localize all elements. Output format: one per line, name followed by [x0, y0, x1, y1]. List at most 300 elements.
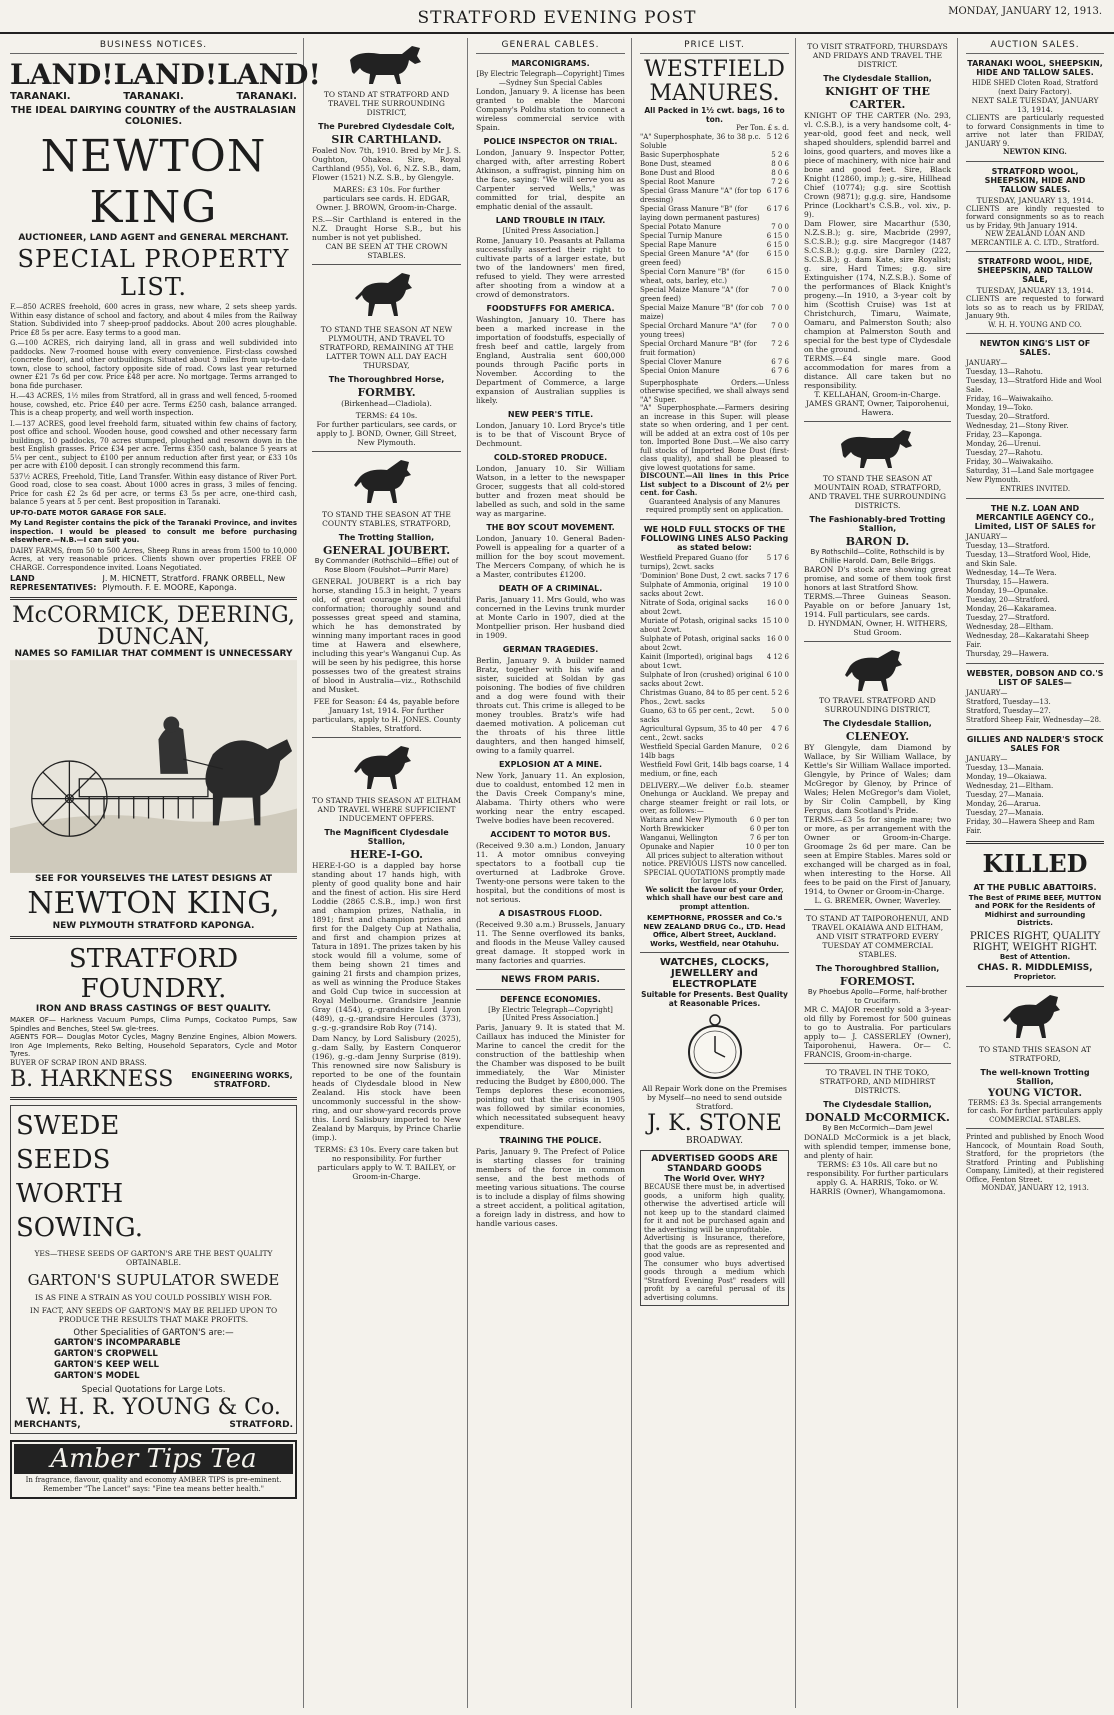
schedule-entry: Tuesday, 13—Manaia. — [966, 763, 1044, 772]
news-heading: EXPLOSION AT A MINE. — [498, 759, 603, 769]
news-heading: GERMAN TRAGEDIES. — [502, 644, 599, 654]
section-header: AUCTION SALES. — [966, 40, 1104, 54]
news-heading: DEATH OF A CRIMINAL. — [498, 583, 603, 593]
price-item: Waitara and New Plymouth — [640, 815, 738, 824]
swede-word: SWEDE — [16, 1111, 120, 1141]
middlemiss: CHAS. R. MIDDLEMISS, — [977, 963, 1093, 973]
best-beef: The Best of PRIME BEEF, MUTTON and PORK for the Residents of Midhirst and surrounding Districts. — [968, 893, 1102, 927]
price-item: Special Grass Manure "B" (for laying down permanent pastures) — [640, 204, 760, 222]
young-co: W. H. R. YOUNG & Co. — [26, 1395, 281, 1420]
agents-for: AGENTS FOR— Douglas Motor Cycles, Magny Benzine Engines, Albion Mowers. Iron Age Implements, Reko Belting, Household Separators, Cycle and Motor Tyres. — [10, 1033, 297, 1058]
price-item: North Brewkicker — [640, 824, 704, 833]
sale-schedule — [966, 359, 1104, 485]
stone-name: J. K. STONE — [647, 1111, 782, 1136]
news-heading: A DISASTROUS FLOOD. — [498, 908, 603, 918]
watches-heading: WATCHES, CLOCKS, JEWELLERY and ELECTROPLATE — [659, 957, 770, 990]
schedule-entry: Friday, 30—Hawera Sheep and Ram Fair. — [966, 817, 1095, 835]
horse-icon — [1000, 991, 1070, 1041]
schedule-entry: Tuesday, 20—Stratford. — [966, 413, 1050, 421]
news-body: London, January 10. Lord Bryce's title is to be that of Viscount Bryce of Dechmount. — [476, 420, 625, 448]
sale-list-heading: THE N.Z. LOAN AND MERCANTILE AGENCY CO., Limited, LIST OF SALES for — [974, 503, 1096, 531]
price-item: Westfield Special Garden Manure, 14lb bags — [640, 742, 762, 760]
quotations: Special Quotations for Large Lots. — [81, 1385, 226, 1395]
price-item: Basic Superphosphate — [640, 150, 720, 159]
price-row — [640, 743, 789, 761]
price-row — [640, 187, 789, 205]
stand-location: TO STAND AT TAIPOROHENUI, AND TRAVEL OKAIAWA AND ELTHAM, AND VISIT STRATFORD EVERY TUESDAY AT COMMERCIAL STABLES. — [806, 914, 949, 959]
price-item: Bone Dust and Blood — [640, 168, 715, 177]
imprint-date: MONDAY, JANUARY 12, 1913. — [981, 1184, 1089, 1192]
price-value: 6 15 0 — [766, 240, 789, 249]
horse-icon — [838, 646, 918, 692]
price-value: 1 4 — [777, 760, 789, 769]
mccormick-title: McCORMICK, DEERING, DUNCAN, — [12, 603, 295, 650]
price-value: 6 15 0 — [766, 267, 789, 276]
stallion-fee: FEE for Season: £4 4s, payable before January 1st, 1914. For further particulars, apply to H. JONES. County Stables, Stratford. — [312, 697, 461, 733]
stallion-terms: TERMS: £4 10s. — [355, 411, 418, 420]
stallion-type: The Purebred Clydesdale Colt, — [318, 122, 455, 131]
news-body: Washington, January 10. There has been a marked increase in the importation of foodstuffs, especially of fresh beef and cattle, largely from England, Australia sent 600,000 pounds through Pacific ports in November. According to the Department of Commerce, a large expansion of Australian supplies is likely. — [476, 314, 625, 405]
price-value: 7 17 6 — [766, 571, 789, 580]
price-value: 6 15 0 — [766, 249, 789, 258]
schedule-entry: Thursday, 29—Hawera. — [966, 649, 1049, 658]
amber-tips-text: In fragrance, flavour, quality and economy AMBER TIPS is pre-eminent. Remember "The Lancet" says: "Fine tea means better health." — [25, 1476, 282, 1493]
stock-price-list — [640, 554, 789, 779]
sowing-word: SOWING. — [16, 1213, 143, 1243]
news-heading: FOODSTUFFS FOR AMERICA. — [486, 303, 615, 313]
stallion-type: The well-known Trotting Stallion, — [980, 1067, 1090, 1086]
schedule-entry: Monday, 19—Okaiawa. — [966, 772, 1047, 781]
adv-text-3: The consumer who buys advertised goods through a medium which "Stratford Evening Post" readers will profit by a careful perusal of its advertising columns. — [644, 1259, 785, 1302]
stallion-type: The Thoroughbred Stallion, — [815, 964, 940, 973]
horse-icon — [342, 42, 432, 86]
per-ton-header: Per Ton. £ s. d. — [736, 124, 789, 132]
stand-location: TO STAND THIS SEASON AT ELTHAM AND TRAVEL WHERE SUFFICIENT INDUCEMENT OFFERS. — [312, 796, 461, 823]
price-value: 7 0 0 — [771, 222, 789, 231]
news-body: Paris, January 9. The Prefect of Police is starting classes for training members of the force in common sense, and the best methods of meeting various situations. The course is to include a display of films showing a street accident, a political agitation, a foreign lady in distress, and how to handle various cases. — [476, 1146, 625, 1228]
price-row — [640, 367, 789, 376]
schedule-entry: Monday, 26—Kakaramea. — [966, 604, 1057, 613]
merchants: MERCHANTS, — [14, 1420, 81, 1430]
schedule-entry: Tuesday, 13—Stratford Hide and Wool Sale. — [966, 377, 1102, 394]
stocks-heading: WE HOLD FULL STOCKS OF THE FOLLOWING LINES ALSO Packing as stated below: — [640, 524, 789, 552]
stallion-contact: L. G. BREMER, Owner, Waverley. — [814, 896, 941, 905]
price-value: 16 0 0 — [766, 598, 789, 607]
price-row — [640, 322, 789, 340]
price-row — [640, 286, 789, 304]
stand-location: TO STAND THE SEASON AT MOUNTAIN ROAD, STRATFORD, AND TRAVEL THE SURROUNDING DISTRICTS. — [808, 474, 947, 510]
advertised-goods-box — [640, 1150, 789, 1306]
schedule-entry: Friday, 23—Kaponga. — [966, 431, 1042, 439]
column-general-cables — [470, 38, 632, 1708]
sale-note: CLIENTS are requested to forward lots so as to reach us by FRIDAY, January 9th. — [966, 295, 1104, 320]
buyer-scrap: BUYER OF SCRAP IRON AND BRASS. — [10, 1058, 147, 1067]
stallion-description: GENERAL JOUBERT is a rich bay horse, standing 15.3 in height, 7 years old, of great courage and beautiful conformation; thoroughly sound and possesses great speed and stamina, which he has demonstrated by winning many important races in good time at Hawera and elsewhere, including this year's Wanganui Cup. As will be seen by his pedigree, this horse possesses two of the greatest strains of blood in Australia—viz., Rothschild and Musket. — [312, 577, 461, 694]
price-item: Wanganui, Wellington — [640, 833, 718, 842]
reps-label: LAND REPRESENTATIVES: — [10, 574, 97, 592]
price-row — [640, 304, 789, 322]
price-value: 16 0 0 — [766, 634, 789, 643]
dairy-farms: DAIRY FARMS, from 50 to 500 Acres, Sheep Runs in areas from 1500 to 10,000 Acres, at very reasonable prices. Clients shown over properties FREE OF CHARGE. Correspondence invited. Loans Negotiated. — [10, 546, 297, 572]
land-word: LAND! — [10, 58, 114, 91]
news-source: [By Electric Telegraph—Copyright] [United Press Association.] — [488, 1005, 613, 1022]
listing: H.—43 ACRES, 1½ miles from Stratford, all in grass and well fenced, 5-roomed house, cowshed, etc. Price £40 per acre. Terms £250 cash, balance arranged. This is a cheap property, and well worth inspection. — [10, 392, 297, 417]
column-business-notices — [4, 38, 321, 1708]
maker-of: MAKER OF— Harkness Vacuum Pumps, Clima Pumps, Cockatoo Pumps, Saw Spindles and Benches, Steel Sw. gle-trees. — [10, 1016, 297, 1033]
harkness-line — [10, 1067, 297, 1092]
stallion-type: The Thoroughbred Horse, — [328, 375, 445, 384]
sale-agent: NEWTON KING. — [1003, 147, 1067, 156]
price-row — [640, 178, 789, 187]
property-listings — [10, 303, 297, 572]
auctioneer-line: AUCTIONEER, LAND AGENT and GENERAL MERCHANT. — [18, 233, 289, 243]
register-note: My Land Register contains the pick of the Taranaki Province, and invites inspection. I would be pleased to consult me before purchasing elsewhere.—N.B.—I can suit you. — [10, 519, 297, 544]
schedule-entry: Tuesday, 27—Stratford. — [966, 613, 1050, 622]
land-banner — [10, 58, 321, 91]
sale-date: TUESDAY, JANUARY 13, 1914. — [976, 195, 1094, 205]
alter-note: All prices subject to alteration without notice. PREVIOUS LISTS now cancelled. SPECIAL QUOTATIONS promptly made for large lots. — [642, 851, 787, 885]
stallion-breeding: By Rothschild—Colite, Rothschild is by Chillie Harold. Dam, Belle Briggs. — [810, 548, 945, 565]
stallion-breeding: By Commander (Rothschild—Effie) out of Rose Bloom (Foulshot—Purrir Mare) — [314, 557, 459, 574]
sale-heading: STRATFORD WOOL, SHEEPSKIN, HIDE AND TALLOW SALES. — [984, 166, 1086, 194]
worth-word: WORTH — [16, 1179, 124, 1209]
stand-location: TO STAND THIS SEASON AT STRATFORD, — [979, 1044, 1091, 1063]
garton-supulator: GARTON'S SUPULATOR SWEDE — [27, 1271, 280, 1289]
best-attention: Best of Attention. — [999, 952, 1071, 961]
schedule-entry: Stratford Sheep Fair, Wednesday—28. — [966, 715, 1102, 724]
price-row — [640, 825, 789, 834]
paper-title: STRATFORD EVENING POST — [417, 8, 697, 28]
section-header: PRICE LIST. — [640, 40, 789, 54]
broadway: BROADWAY. — [685, 1136, 744, 1146]
sale-schedule — [966, 689, 1104, 725]
price-row — [640, 160, 789, 169]
stallion-name: GENERAL JOUBERT. — [322, 544, 451, 557]
discount-note: DISCOUNT.—All lines in this Price List subject to a Discount of 2½ per cent. for Cash. — [640, 471, 789, 497]
speciality: GARTON'S MODEL — [54, 1371, 140, 1381]
price-row — [640, 635, 789, 653]
stallion-name: HERE-I-GO. — [350, 848, 423, 861]
price-row — [640, 241, 789, 250]
price-value: 5 0 0 — [771, 706, 789, 715]
prices-right: PRICES RIGHT, QUALITY RIGHT, WEIGHT RIGHT. — [969, 930, 1101, 953]
price-value: 7 6 per ton — [749, 833, 789, 842]
kempthorne: KEMPTHORNE, PROSSER and Co.'s NEW ZEALAND DRUG Co., LTD. Head Office, Albert Street, Auckland. Works, Westfield, near Otahuhu. — [643, 914, 786, 948]
schedule-entry: Wednesday, 28—Eltham. — [966, 622, 1054, 631]
schedule-entry: Tuesday, 20—Stratford. — [966, 595, 1050, 604]
price-row — [640, 689, 789, 707]
price-row — [640, 268, 789, 286]
abattoirs: AT THE PUBLIC ABATTOIRS. — [973, 882, 1097, 892]
price-value: 15 10 0 — [762, 616, 789, 625]
schedule-entry: JANUARY— — [966, 359, 1008, 367]
news-body: London, January 9. Inspector Potter, charged with, after arresting Robert Atkinson, a suffragist, pinning him on the face, saying: "We will serve you as Carpenter served Wells," was committed for trial, despite an emphatic denial of the assault. — [476, 148, 625, 211]
price-row — [640, 653, 789, 671]
stallion-name: SIR CARTHLAND. — [331, 133, 442, 146]
news-body: Berlin, January 9. A builder named Bratz, together with his wife and sister, suicided at Soldan by gas poisoning. The bodies of five children and a dog were found with their throats cut. This crime is alleged to be money troubles. Bratz's wife had daemed motivation. A policeman cut the throats of his three little daughters, and then hanged himself, owing to a family quarrel. — [476, 655, 625, 755]
price-row — [640, 671, 789, 689]
sale-note: CLIENTS are particularly requested to forward Consignments in time to arrive not later than FRIDAY, JANUARY 9. — [966, 114, 1104, 148]
news-source: [United Press Association.] — [502, 227, 599, 235]
news-body: (Received 9.30 a.m.) Brussels, January 11. The Senne overflowed its banks, and floods in the Meuse Valley caused great damage. It stopped work in many factories and quarries. — [476, 919, 625, 965]
news-heading: MARCONIGRAMS. — [511, 59, 590, 68]
sale-date: TUESDAY, JANUARY 13, 1914. — [976, 286, 1094, 295]
killed-title: KILLED — [982, 848, 1088, 878]
stallion-terms: TERMS: £3 3s. Special arrangements for cash. For further particulars apply COMMERCIAL STABLES. — [967, 1098, 1103, 1124]
news-heading: POLICE INSPECTOR ON TRIAL. — [483, 137, 618, 146]
stallion-type: The Fashionably-bred Trotting Stallion, — [809, 515, 946, 533]
news-heading: LAND TROUBLE IN ITALY. — [495, 216, 606, 225]
speciality: GARTON'S KEEP WELL — [54, 1360, 159, 1370]
price-row — [640, 725, 789, 743]
price-row — [640, 599, 789, 617]
stand-location: TO STAND AT STRATFORD AND TRAVEL THE SURROUNDING DISTRICT, — [323, 90, 450, 117]
stand-location: TO STAND THE SEASON AT NEW PLYMOUTH, AND TRAVEL TO STRATFORD, REMAINING AT THE LATTER TOWN ALL DAY EACH THURSDAY, — [319, 325, 454, 370]
imprint: Printed and published by Enoch Wood Hancock, of Mountain Road South, Stratford, for the proprietors (the Stratford Printing and Publishing Company, Limited), at their registered Office, Fenton Street. — [966, 1133, 1104, 1184]
stallion-type: The Clydesdale Stallion, — [823, 719, 932, 728]
price-item: Special Corn Manure "B" (for wheat, oats, barley, etc.) — [640, 267, 745, 285]
news-heading: TRAINING THE POLICE. — [499, 1135, 602, 1145]
news-body: London, January 10. General Baden-Powell is appealing for a quarter of a million for the boy scout movement. The Mercers Company, of which he is a Master, contributes £1200. — [476, 533, 625, 579]
speciality: GARTON'S INCOMPARABLE — [54, 1338, 181, 1348]
price-item: Muriate of Potash, original sacks about 2cwt. — [640, 616, 758, 634]
price-item: Bone Dust, steamed — [640, 159, 712, 168]
stallion-name: FORMBY. — [357, 386, 416, 399]
manure-price-list — [640, 133, 789, 376]
price-item: Special Grass Manure "A" (for top dressing) — [640, 186, 762, 204]
price-value: 0 2 6 — [771, 742, 789, 751]
stallion-name: KNIGHT OF THE CARTER. — [825, 85, 930, 111]
price-item: Christmas Guano, 84 to 85 per cent. Phos., 2cwt. sacks — [640, 688, 770, 706]
schedule-entry: Monday, 26—Ararua. — [966, 799, 1041, 808]
schedule-entry: Tuesday, 27—Manaia. — [966, 790, 1044, 799]
price-value: 6 15 0 — [766, 231, 789, 240]
stallion-breeding: By Phoebus Apollo—Forme, half-brother to Crucifarm. — [807, 988, 948, 1005]
listing: F.—850 ACRES freehold, 600 acres in grass, new whare, 2 sets sheep yards. Within easy distance of school and factory, and about 4 miles from the Railway Station. Subdivided into 7 sheep-proof paddocks. About 200 acres ploughable. Price £8 5s per acre. Easy terms to a good man. — [10, 303, 297, 337]
solicit-note: We solicit the favour of your Order, which shall have our best care and prompt attention. — [645, 884, 784, 911]
price-value: 8 0 6 — [771, 168, 789, 177]
price-item: "A" Superphosphate, 36 to 38 p.c. Soluble — [640, 132, 761, 150]
stallion-type: The Clydesdale Stallion, — [823, 74, 932, 83]
schedule-entry: Monday, 19—Opunake. — [966, 586, 1048, 595]
price-item: Special Root Manure — [640, 177, 715, 186]
schedule-entry: JANUARY— — [966, 532, 1008, 541]
amber-tips-ad — [10, 1440, 297, 1499]
in-fact: IN FACT, ANY SEEDS OF GARTON'S MAY BE RELIED UPON TO PRODUCE THE RESULTS THAT MAKE PROFITS. — [29, 1306, 278, 1324]
listing: G.—100 ACRES, rich dairying land, all in grass and well subdivided into paddocks. New 7-roomed house with every convenience. First-class cowshed (concrete floor), and other outbuildings. Situated about 3 miles from up-to-date town, close to school, factory opposite side of road. Cows last year returned owner £21 7s 6d per cow. Price £48 per acre. No mortgage. Terms arranged to bona fide purchaser. — [10, 339, 297, 390]
freight-rates — [640, 816, 789, 852]
price-value: 5 2 6 — [771, 150, 789, 159]
price-value: 5 12 6 — [766, 132, 789, 141]
repair-note: All Repair Work done on the Premises by Myself—no need to send outside Stratford. — [642, 1084, 787, 1111]
price-item: Nitrate of Soda, original sacks about 2cwt. — [640, 598, 749, 616]
stallion-terms: TERMS: £3 10s. All care but no responsibility. For further particulars apply G. A. HARRIS, Toko. or W. HARRIS (Owner), Whangamomona. — [806, 1159, 949, 1196]
price-row — [640, 133, 789, 151]
stallion-name: CLENEOY. — [845, 730, 910, 743]
schedule-entry: Wednesday, 21—Stony River. — [966, 422, 1069, 430]
schedule-entry: JANUARY— — [966, 688, 1008, 697]
price-value: 6 10 0 — [766, 670, 789, 679]
westfield-title: WESTFIELD MANURES. — [644, 57, 785, 106]
taranaki-word: TARANAKI. — [123, 91, 184, 102]
sale-list-heading: WEBSTER, DOBSON AND CO.'S LIST OF SALES— — [966, 668, 1104, 687]
stratford: STRATFORD. — [229, 1420, 293, 1430]
stallion-terms: TERMS.—£4 single mare. Good accommodation for mares from a distance. All care taken but no responsibility. — [804, 354, 951, 390]
castings-line: IRON AND BRASS CASTINGS OF BEST QUALITY. — [35, 1004, 272, 1014]
stallion-breeding: By Ben McCormich—Dam Jewel — [822, 1124, 933, 1132]
price-item: Westfield Prepared Guano (for turnips), 2cwt. sacks — [640, 553, 749, 571]
price-item: Sulphate of Iron (crushed) original sacks about 2cwt. — [640, 670, 764, 688]
news-body: New York, January 11. An explosion, due to coaldust, entombed 12 men in the Davis Creek Company's mine, Alabama. Thirty others who were working near the entry escaped. Twelve bodies have been recovered. — [476, 770, 625, 825]
stallion-contact: T. KELLAHAN, Groom-in-Charge. JAMES GRANT, Owner, Taiporohenui, Hawera. — [805, 390, 950, 417]
price-row — [640, 223, 789, 232]
news-body: (Received 9.30 a.m.) London, January 11. A motor omnibus conveying spectators to a football cup tie overturned at Ladbroke Grove. Twenty-one persons were taken to the hospital, but the conditions of most is not serious. — [476, 840, 625, 904]
price-value: 19 10 0 — [762, 580, 789, 589]
schedule-entry: Tuesday, 13—Stratford Wool, Hide, and Skin Sale. — [966, 550, 1091, 568]
sale-schedule — [966, 533, 1104, 659]
stand-location: TO STAND THE SEASON AT THE COUNTY STABLES, STRATFORD, — [322, 510, 451, 528]
stallion-description: BARON D's stock are showing great promise, and some of them took first honors at last Stratford Show. — [804, 565, 951, 592]
price-value: 6 17 6 — [766, 204, 789, 213]
adv-text-2: Advertising is Insurance, therefore, that the goods are as represented and good value. — [644, 1234, 785, 1259]
column-stallions-1 — [306, 38, 468, 1708]
sale-list-heading: NEWTON KING'S LIST OF SALES. — [979, 339, 1091, 357]
price-row — [640, 340, 789, 358]
stallion-terms: MARES: £3 10s. For further particulars see cards. H. EDGAR, Owner. J. BROWN, Groom-in-Charge. — [316, 185, 457, 212]
price-row — [640, 617, 789, 635]
schedule-entry: JANUARY— — [966, 754, 1008, 763]
price-item: Sulphate of Potash, original sacks about 2cwt. — [640, 634, 761, 652]
news-body: Paris, January 9. It is stated that M. Caillaux has induced the Minister for Marine to cancel the credit for the construction of the battleship when the Chamber was disposed to be built immediately, the War Minister reducing the Budget by £800,000. The Temps deplores these economies, pointing out that the crisis in 1905 was followed by similar economies, which necessitated subsequent heavy expenditure. — [476, 1022, 625, 1131]
schedule-entry: Tuesday, 27—Manaia. — [966, 808, 1044, 817]
stallion-terms: TERMS.—Three Guineas Season. Payable on or before January 1st, 1914. Full particulars, see cards. — [804, 592, 951, 619]
schedule-entry: Monday, 19—Toko. — [966, 404, 1033, 412]
schedule-entry: Wednesday, 21—Eltham. — [966, 781, 1054, 790]
price-row — [640, 151, 789, 160]
stallion-contact: D. HYNDMAN, Owner, H. WITHERS, Stud Groom. — [807, 619, 948, 637]
stallion-description-2: Dam Nancy, by Lord Salisbury (2025), g.-dam Sally, by Eastern Conqueror (196), g.-g.-dam Jenny Surprise (819). This renowned sire now Salisbury is reported to be one of the fountain heads of Clydesdale blood in New Zealand. His stock have been uncommonly successful in the show-ring, and our show-yard records prove this. Lord Salisbury imported to New Zealand by Marquis, by Prince Charlie (imp.). — [312, 1034, 461, 1142]
schedule-entry: Thursday, 15—Hawera. — [966, 577, 1049, 586]
price-item: Sulphate of Ammonia, original sacks about 2cwt. — [640, 580, 749, 598]
proprietor: Proprietor. — [1013, 973, 1057, 981]
price-item: Special Orchard Manure "B" (for fruit formation) — [640, 339, 757, 357]
price-item: Special Turnip Manure — [640, 231, 723, 240]
price-item: Special Rape Manure — [640, 240, 717, 249]
price-item: Westfield Fowl Grit, 14lb bags coarse, medium, or fine, each — [640, 760, 775, 778]
stallion-description: KNIGHT OF THE CARTER (No. 293, vl. C.S.B.), is a very handsome colt, 4-year-old, good feet and neck, well shaped shoulders, splendid barrel and loins, good quarters, and moves like a piece of machinery, with nice hair and bone and good feet. Sire, Black Knight (12860, imp.); g.-sire, Hillhead Chief (10774); g.g. sire Scottish Crown (9871); g.g.g. sire, Handsome Prince (Lockhart's C.S.B., vol. xiv., p. 9). — [804, 111, 951, 219]
section-header: BUSINESS NOTICES. — [10, 40, 297, 54]
horse-icon — [347, 456, 427, 506]
stallion-seen: CAN BE SEEN AT THE CROWN STABLES. — [325, 242, 448, 260]
stallion-name: DONALD McCORMICK. — [805, 1111, 950, 1124]
horse-drawn-harrow-illustration — [10, 659, 297, 874]
ideal-country: THE IDEAL DAIRYING COUNTRY of the AUSTRALASIAN COLONIES. — [11, 105, 296, 127]
price-row — [640, 232, 789, 241]
price-item: Kainit (Imported), original bags about 1cwt. — [640, 652, 753, 670]
news-heading: THE BOY SCOUT MOVEMENT. — [486, 522, 615, 532]
price-item: Special Green Manure "A" (for green feed) — [640, 249, 749, 267]
price-value: 6 7 6 — [771, 366, 789, 375]
familiar-line: NAMES SO FAMILIAR THAT COMMENT IS UNNECESSARY — [14, 649, 293, 659]
stallion-description: MR C. MAJOR recently sold a 3-year-old filly by Foremost for 500 guineas to go to Australia. For particulars apply to— J. CASSERLEY (Owner), Taiporohenui, Hawera. Or— C. FRANCIS, Groom-in-charge. — [804, 1005, 951, 1059]
stallion-contact: For further particulars, see cards, or apply to J. BOND, Owner, Gill Street, New Plymouth. — [316, 420, 457, 447]
section-header: GENERAL CABLES. — [476, 40, 625, 54]
news-body: London, January 10. Sir William Watson, in a letter to the newspaper Grocer, suggests that all cold-stored butter and frozen meat should be labelled as such, and sold in the same way as margarine. — [476, 463, 625, 518]
news-heading: NEW PEER'S TITLE. — [507, 409, 594, 419]
price-item: Agricultural Gypsum, 35 to 40 per cent., 2cwt. sacks — [640, 724, 762, 742]
news-section: NEWS FROM PARIS. — [501, 974, 600, 985]
stallion-name: FOREMOST. — [839, 975, 916, 988]
adv-world: The World Over. WHY? — [664, 1174, 765, 1183]
price-row — [640, 707, 789, 725]
sale-heading: TARANAKI WOOL, SHEEPSKIN, HIDE AND TALLOW SALES. — [967, 59, 1103, 77]
price-item: Special Maize Manure "B" (for cob maize) — [640, 303, 764, 321]
speciality-list — [14, 1338, 293, 1382]
taranaki-word: TARANAKI. — [10, 91, 71, 102]
sale-location: HIDE SHED Cloten Road, Stratford (next Dairy Factory). — [971, 79, 1099, 96]
stand-location: TO TRAVEL STRATFORD AND SURROUNDING DISTRICT, — [819, 696, 936, 714]
suitable-note: Suitable for Presents. Best Quality at Reasonable Prices. — [641, 990, 788, 1008]
land-word: LAND! — [217, 58, 321, 91]
adv-text: BECAUSE there must be, in advertised goods, a uniform high quality, otherwise the advertised article will not keep up to the standard claimed for it and not be purchased again and the advertising will be unprofitable. — [644, 1183, 785, 1234]
stallion-pedigree: Foaled Nov. 7th, 1910. Bred by Mr J. S. Oughton, Ohakea. Sire, Royal Carthland (955), Vol. 6, N.Z. S.B., dam, Flower (1521) N.Z. S.B., by Glengyle. — [312, 146, 461, 182]
seeds-word: SEEDS — [16, 1145, 111, 1175]
schedule-entry: Stratford, Tuesday—13. — [966, 697, 1051, 706]
price-value: 7 2 6 — [771, 339, 789, 348]
reps-names: J. M. HICNETT, Stratford. FRANK ORBELL, New Plymouth. F. E. MOORE, Kaponga. — [102, 574, 286, 592]
price-value: 6 0 per ton — [749, 815, 789, 824]
garage-heading: UP-TO-DATE MOTOR GARAGE FOR SALE. — [10, 508, 167, 517]
schedule-entry: Saturday, 31—Land Sale mortgagee New Plymouth. — [966, 467, 1094, 484]
price-item: Special Orchard Manure "A" (for young trees) — [640, 321, 757, 339]
pocket-watch-icon — [685, 1012, 745, 1080]
adv-title: ADVERTISED GOODS ARE STANDARD GOODS — [651, 1154, 778, 1174]
price-item: Special Potato Manure — [640, 222, 721, 231]
schedule-entry: Tuesday, 13—Rahotu. — [966, 368, 1043, 376]
stallion-name: BARON D. — [845, 535, 910, 548]
price-row — [640, 761, 789, 779]
news-heading: DEFENCE ECONOMIES. — [500, 994, 601, 1004]
price-value: 10 0 per ton — [745, 842, 789, 851]
price-value: 6 7 6 — [771, 357, 789, 366]
taranaki-banner — [10, 91, 297, 102]
price-item: Special Maize Manure "A" (for green feed) — [640, 285, 749, 303]
schedule-entry: Tuesday, 27—Rahotu. — [966, 449, 1043, 457]
stallion-breeding: (Birkenhead—Cladiola). — [341, 399, 432, 408]
price-value: 7 0 0 — [771, 321, 789, 330]
taranaki-word: TARANAKI. — [236, 91, 297, 102]
horse-icon — [833, 426, 923, 470]
newton-king-2: NEWTON KING, — [27, 886, 280, 921]
garton-seeds-ad — [10, 1105, 297, 1434]
sale-date: NEXT SALE TUESDAY, JANUARY 13, 1914. — [971, 96, 1099, 114]
amber-tips-logo: Amber Tips Tea — [14, 1444, 293, 1474]
price-item: Special Onion Manure — [640, 366, 720, 375]
yes-line: YES—THESE SEEDS OF GARTON'S ARE THE BEST QUALITY OBTAINABLE. — [34, 1249, 273, 1267]
schedule-entry: Monday, 26—Urenui. — [966, 440, 1041, 448]
schedule-entry: Stratford, Tuesday—27. — [966, 706, 1051, 715]
price-row — [640, 250, 789, 268]
super-note-2: "A" Superphosphate.—Farmers desiring an increase in this Super. will please state so when ordering, and 1 per cent. will be added at an extra cost of 10s per ton. Imported Bone Dust.—We also carry full stocks of Imported Bone Dust (first-class quality), and shall be pleased to give lowest quotations for same. — [640, 404, 789, 472]
stallion-description: BY Glengyle, dam Diamond by Wallace, by Sir William Wallace, by Kettle's Sir William Wallace imported. Glengyle, by Prince of Wales; dam McGregor by Glenoy, by Prince of Wales; Helen McGregor's dam Violet, by Sir Colin Campbell, by King Fergus, dam Scotland's Pride. — [804, 743, 951, 815]
stallion-type: The Magnificent Clydesdale Stallion, — [324, 828, 449, 846]
price-value: 6 0 per ton — [749, 824, 789, 833]
horse-icon — [347, 742, 427, 792]
schedule-entry: Tuesday, 13—Stratford. — [966, 541, 1050, 550]
price-value: 4 12 6 — [766, 652, 789, 661]
column-stallions-2 — [798, 38, 958, 1708]
price-row — [640, 554, 789, 572]
